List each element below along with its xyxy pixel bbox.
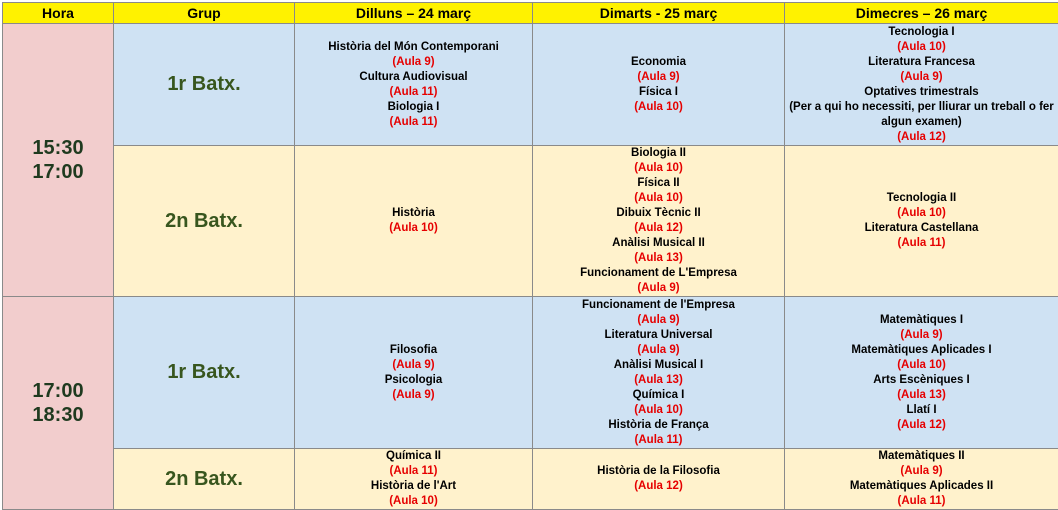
header-row: [3, 3, 1058, 24]
room-label: (Aula 11): [785, 236, 1058, 251]
subject-name: Biologia II: [533, 146, 784, 161]
subject-name: Química II: [295, 449, 532, 464]
subject-name: Matemàtiques Aplicades II: [785, 479, 1058, 494]
exam-cell: [785, 449, 1058, 510]
exam-cell: [295, 297, 533, 449]
exam-cell: [295, 449, 533, 510]
room-label: (Aula 11): [295, 464, 532, 479]
subject-name: Literatura Universal: [533, 328, 784, 343]
room-label: (Aula 10): [785, 358, 1058, 373]
subject-name: Química I: [533, 388, 784, 403]
room-label: (Aula 11): [295, 85, 532, 100]
schedule-row: [3, 146, 1058, 297]
header-hora: Hora: [3, 3, 114, 24]
subject-name: Història: [295, 206, 532, 221]
time-slot-start: 15:30: [3, 136, 113, 160]
exam-cell: [785, 24, 1058, 146]
time-slot-start: 17:00: [3, 379, 113, 403]
room-label: (Aula 10): [533, 161, 784, 176]
room-label: (Aula 10): [295, 494, 532, 509]
room-label: (Aula 9): [785, 328, 1058, 343]
subject-name: Cultura Audiovisual: [295, 70, 532, 85]
room-label: (Aula 13): [533, 373, 784, 388]
exam-cell: [295, 146, 533, 297]
schedule-row: [3, 297, 1058, 449]
subject-name: Psicologia: [295, 373, 532, 388]
subject-name: Optatives trimestrals: [785, 85, 1058, 100]
subject-name: Literatura Francesa: [785, 55, 1058, 70]
group-label: 1r Batx.: [114, 24, 295, 146]
subject-name: Matemàtiques II: [785, 449, 1058, 464]
subject-name: Història del Món Contemporani: [295, 40, 532, 55]
room-label: (Aula 9): [785, 70, 1058, 85]
header-grup: Grup: [114, 3, 295, 24]
subject-name: Anàlisi Musical I: [533, 358, 784, 373]
room-label: (Aula 12): [533, 221, 784, 236]
group-label: 2n Batx.: [114, 449, 295, 510]
room-label: (Aula 10): [533, 191, 784, 206]
subject-name: Història de l'Art: [295, 479, 532, 494]
room-label: (Aula 9): [533, 313, 784, 328]
exam-cell: [785, 297, 1058, 449]
subject-name: Física I: [533, 85, 784, 100]
subject-name: Biologia I: [295, 100, 532, 115]
time-slot-end: 17:00: [3, 160, 113, 184]
header-dilluns: Dilluns – 24 març: [295, 3, 533, 24]
exam-cell: [533, 146, 785, 297]
time-slot-end: 18:30: [3, 403, 113, 427]
room-label: (Aula 9): [295, 358, 532, 373]
subject-name: Matemàtiques Aplicades I: [785, 343, 1058, 358]
schedule-body: [3, 24, 1058, 510]
subject-name: Història de la Filosofia: [533, 464, 784, 479]
room-label: (Aula 10): [295, 221, 532, 236]
room-label: (Aula 9): [785, 464, 1058, 479]
header-dimecres: Dimecres – 26 març: [785, 3, 1058, 24]
subject-name: Llatí I: [785, 403, 1058, 418]
room-label: (Aula 9): [295, 388, 532, 403]
room-label: (Aula 13): [785, 388, 1058, 403]
schedule-row: [3, 24, 1058, 146]
subject-name: Literatura Castellana: [785, 221, 1058, 236]
room-label: (Aula 12): [785, 130, 1058, 145]
subject-name: Tecnologia I: [785, 25, 1058, 40]
room-label: (Aula 10): [533, 403, 784, 418]
exam-cell: [533, 449, 785, 510]
subject-name: Filosofia: [295, 343, 532, 358]
room-label: (Aula 10): [785, 40, 1058, 55]
exam-cell: [533, 24, 785, 146]
group-label: 2n Batx.: [114, 146, 295, 297]
subject-name: Funcionament de l'Empresa: [533, 298, 784, 313]
schedule-row: [3, 449, 1058, 510]
time-slot: [3, 24, 114, 297]
room-label: (Aula 11): [295, 115, 532, 130]
subject-name: Anàlisi Musical II: [533, 236, 784, 251]
room-label: (Aula 12): [533, 479, 784, 494]
subject-name: Tecnologia II: [785, 191, 1058, 206]
subject-name: (Per a qui ho necessiti, per lliurar un treball o fer algun examen): [785, 100, 1058, 130]
room-label: (Aula 11): [785, 494, 1058, 509]
room-label: (Aula 9): [533, 70, 784, 85]
room-label: (Aula 12): [785, 418, 1058, 433]
room-label: (Aula 9): [533, 281, 784, 296]
subject-name: Arts Escèniques I: [785, 373, 1058, 388]
group-label: 1r Batx.: [114, 297, 295, 449]
subject-name: Història de França: [533, 418, 784, 433]
room-label: (Aula 10): [533, 100, 784, 115]
subject-name: Matemàtiques I: [785, 313, 1058, 328]
exam-cell: [295, 24, 533, 146]
room-label: (Aula 11): [533, 433, 784, 448]
subject-name: Funcionament de L'Empresa: [533, 266, 784, 281]
subject-name: Dibuix Tècnic II: [533, 206, 784, 221]
subject-name: Economia: [533, 55, 784, 70]
room-label: (Aula 9): [295, 55, 532, 70]
exam-cell: [533, 297, 785, 449]
room-label: (Aula 10): [785, 206, 1058, 221]
room-label: (Aula 9): [533, 343, 784, 358]
room-label: (Aula 13): [533, 251, 784, 266]
exam-schedule-table: [2, 2, 1058, 510]
header-dimarts: Dimarts - 25 març: [533, 3, 785, 24]
exam-cell: [785, 146, 1058, 297]
time-slot: [3, 297, 114, 510]
subject-name: Física II: [533, 176, 784, 191]
